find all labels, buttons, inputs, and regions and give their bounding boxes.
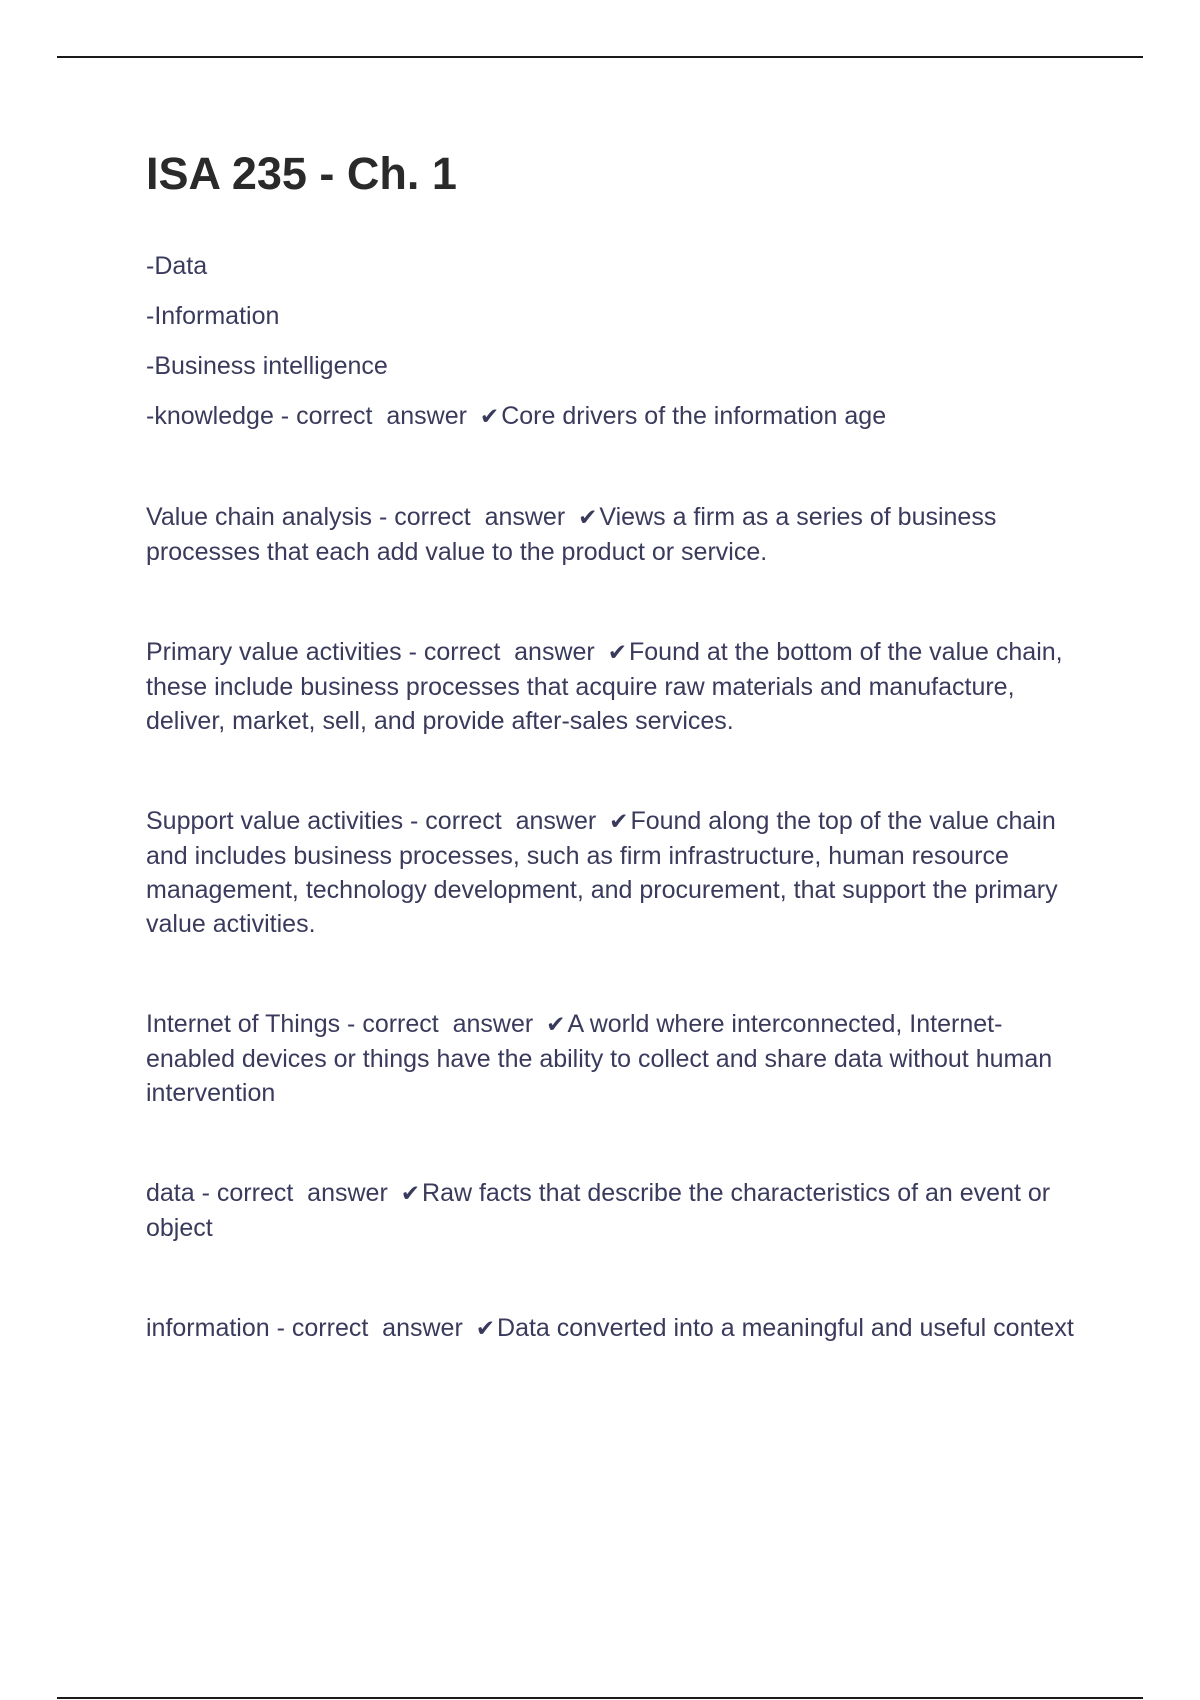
- entry-answer: Data converted into a meaningful and useful context: [497, 1314, 1074, 1342]
- entry-answer: Found along the top of the value chain and includes business processes, such as firm infrastructure, human resource management, technology development, and procurement, that support the primary value activities.: [146, 807, 1058, 938]
- qa-entry: [146, 399, 1086, 434]
- checkmark-icon: ✔: [475, 1316, 496, 1342]
- entry-separator: - correct answer: [269, 1314, 470, 1342]
- checkmark-icon: ✔: [607, 640, 627, 666]
- checkmark-icon: ✔: [609, 809, 629, 835]
- qa-entry: [146, 635, 1086, 738]
- entry-separator: - correct answer: [194, 1179, 395, 1207]
- checkmark-icon: ✔: [546, 1012, 566, 1038]
- document-body: [146, 249, 1086, 1346]
- bottom-divider: [57, 1697, 1143, 1699]
- qa-entry: [146, 1007, 1086, 1110]
- entry-separator: - correct answer: [340, 1010, 541, 1038]
- checkmark-icon: ✔: [479, 404, 500, 430]
- top-divider: [57, 56, 1143, 58]
- entry-term: -knowledge: [146, 402, 274, 430]
- entry-term: Primary value activities: [146, 638, 402, 666]
- entry-term: data: [146, 1179, 195, 1207]
- entry-answer: Views a firm as a series of business processes that each add value to the product or service.: [146, 503, 997, 566]
- entry-term: information: [146, 1314, 270, 1342]
- qa-entry: [146, 500, 1086, 569]
- checkmark-icon: ✔: [400, 1181, 421, 1207]
- qa-entry: [146, 1311, 1086, 1346]
- entry-separator: - correct answer: [401, 638, 602, 666]
- entry-term: Value chain analysis: [146, 503, 373, 531]
- entry-answer: Core drivers of the information age: [501, 402, 887, 430]
- entry-term: Internet of Things: [146, 1010, 341, 1038]
- entry-term: Support value activities: [146, 807, 404, 835]
- entry-separator: - correct answer: [372, 503, 573, 531]
- qa-entry: [146, 1176, 1086, 1245]
- page-title: ISA 235 - Ch. 1: [146, 148, 457, 199]
- list-item: -Data: [146, 252, 208, 280]
- qa-entry: [146, 804, 1086, 941]
- list-item: -Business intelligence: [146, 352, 388, 380]
- entry-answer: A world where interconnected, Internet-enabled devices or things have the ability to collect and share data without human intervention: [146, 1010, 1053, 1107]
- entry-answer: Found at the bottom of the value chain, these include business processes that acquire raw materials and manufacture, deliver, market, sell, and provide after-sales services.: [146, 638, 1063, 735]
- entry-separator: - correct answer: [403, 807, 604, 835]
- entry-separator: - correct answer: [273, 402, 474, 430]
- list-item: -Information: [146, 302, 280, 330]
- checkmark-icon: ✔: [578, 505, 598, 531]
- entry-answer: Raw facts that describe the characteristics of an event or object: [146, 1179, 1051, 1242]
